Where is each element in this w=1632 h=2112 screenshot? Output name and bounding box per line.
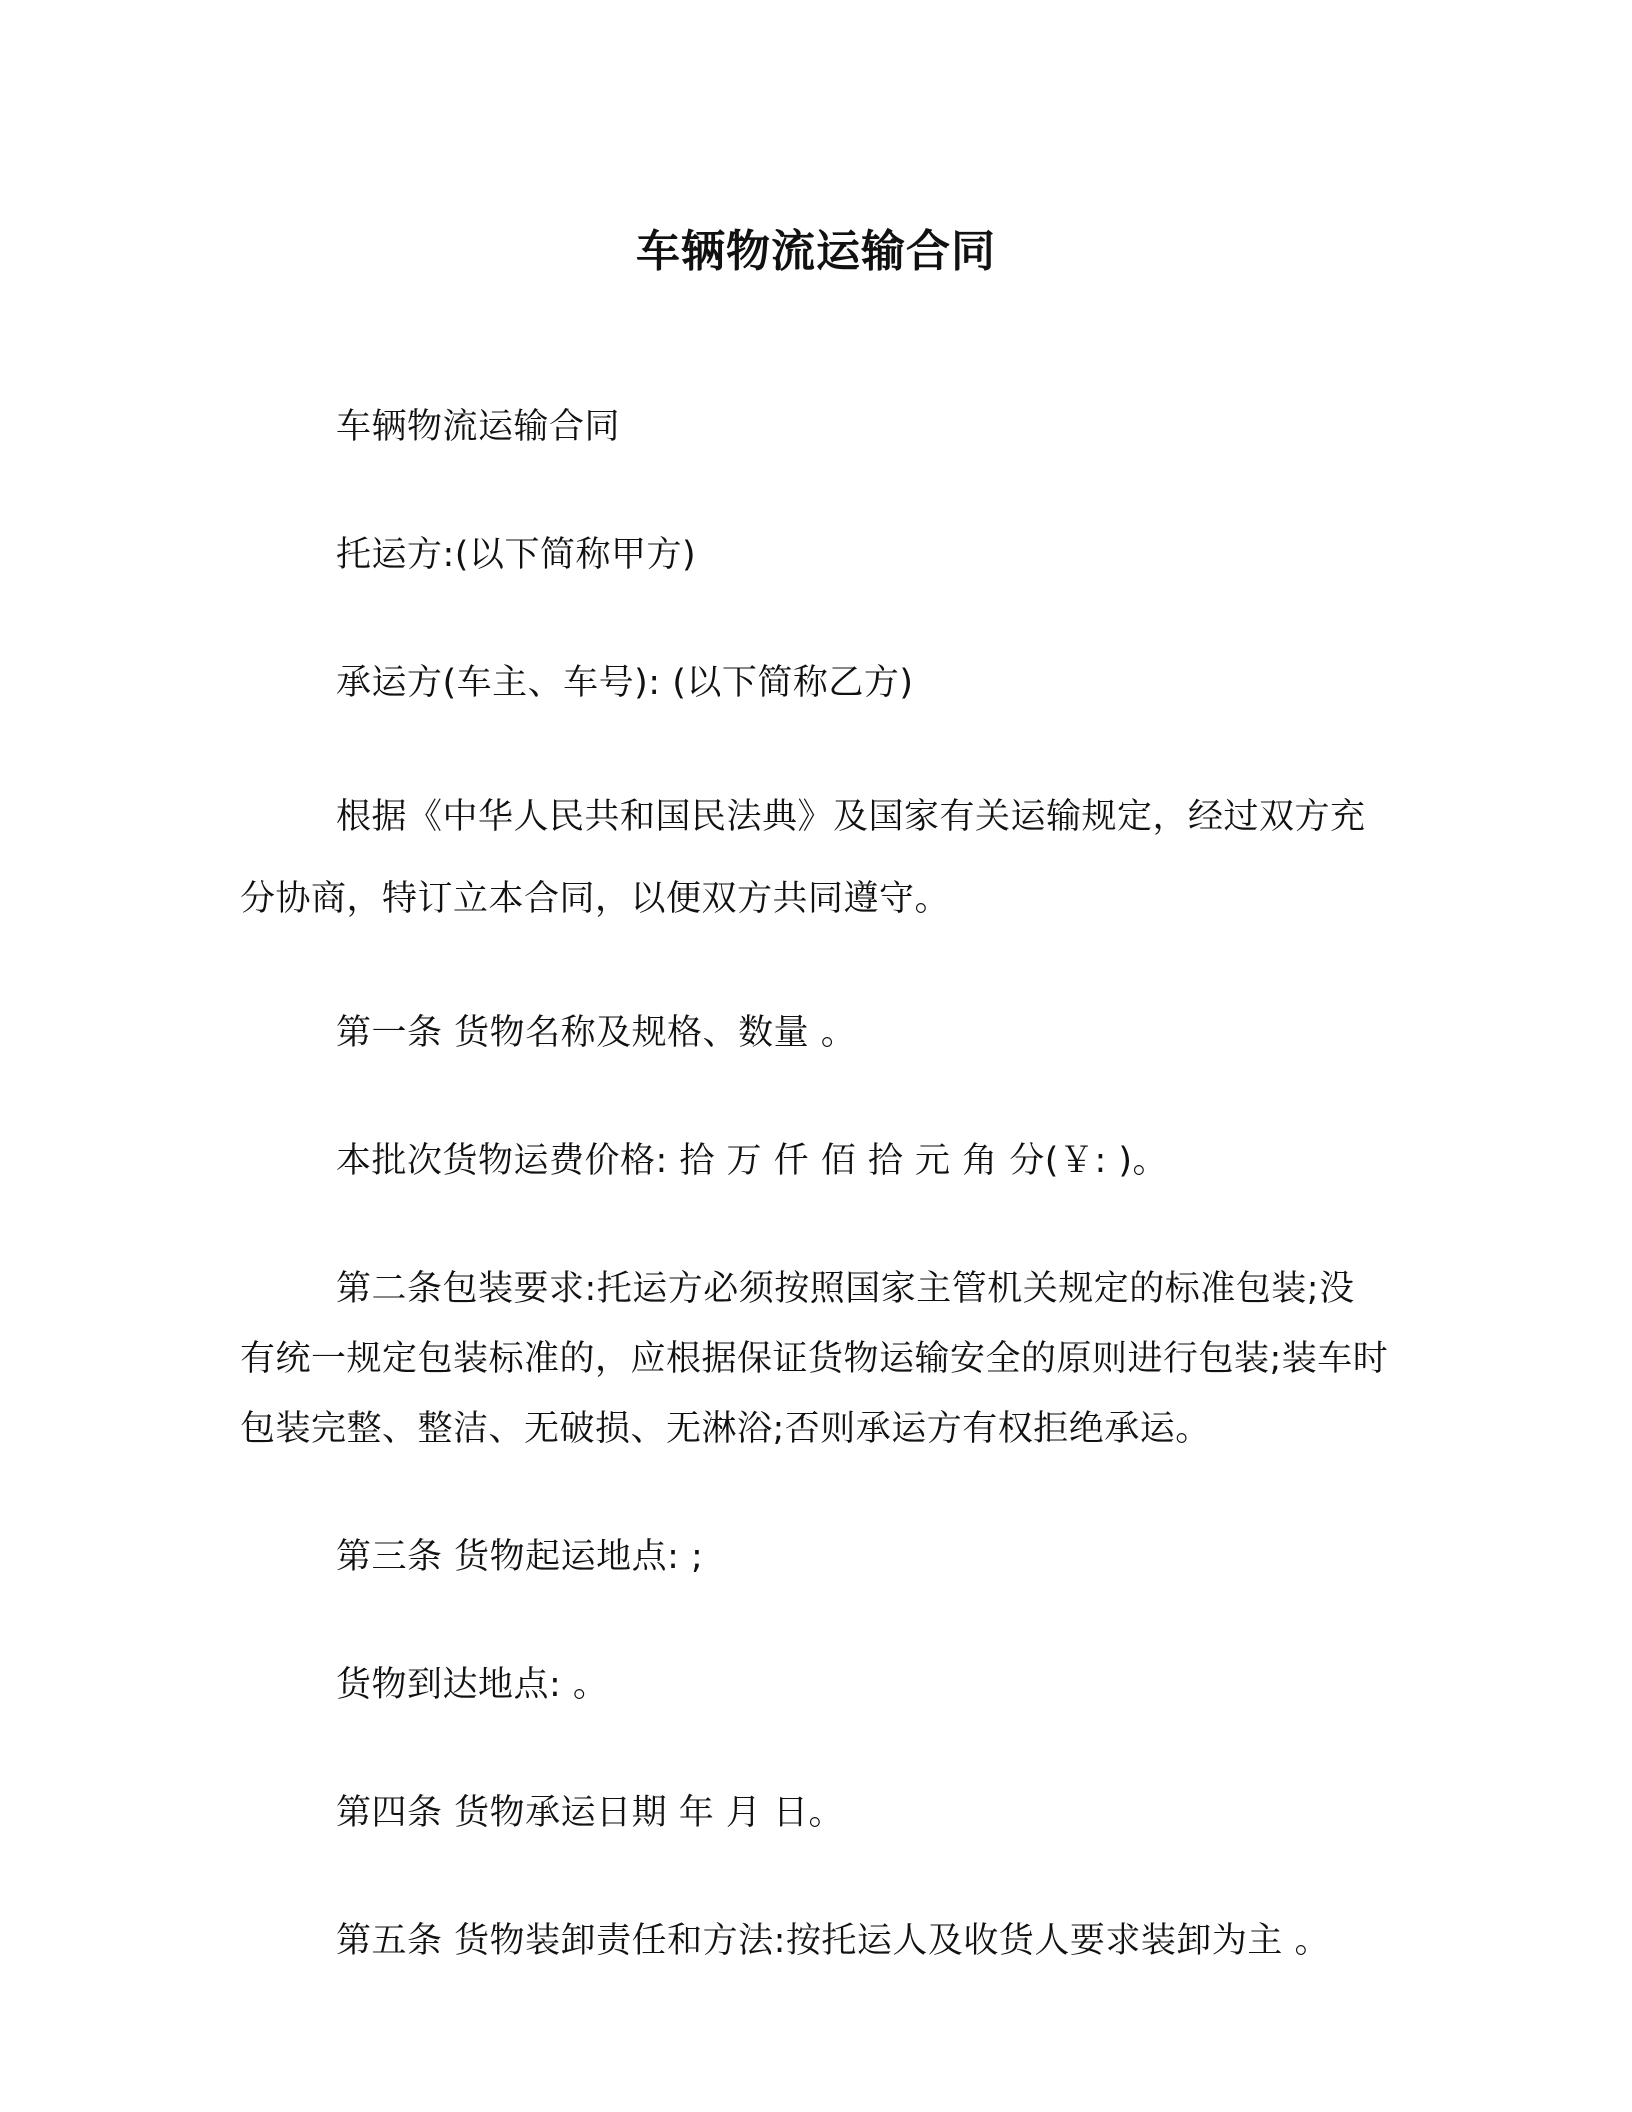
document-title: 车辆物流运输合同 (636, 226, 996, 277)
paragraph-article-2: 第二条包装要求:托运方必须按照国家主管机关规定的标准包装;没有统一规定包装标准的，应根据保证货物运输安全的原则进行包装;装车时包装完整、整洁、无破损、无淋浴;否则承运方有权拒绝承运。 (240, 1269, 1389, 1449)
paragraph-destination: 货物到达地点: 。 (336, 1665, 609, 1705)
paragraph-shipper: 托运方:(以下简称甲方) (336, 535, 697, 575)
paragraph-preamble: 根据《中华人民共和国民法典》及国家有关运输规定，经过双方充分协商，特订立本合同，以便双方共同遵守。 (240, 797, 1366, 919)
paragraph-freight-price: 本批次货物运费价格: 拾 万 仟 佰 拾 元 角 分(￥: )。 (336, 1141, 1169, 1181)
paragraph-article-4: 第四条 货物承运日期 年 月 日。 (336, 1793, 845, 1833)
paragraph-article-1: 第一条 货物名称及规格、数量 。 (336, 1013, 857, 1053)
paragraph-subtitle: 车辆物流运输合同 (336, 407, 621, 447)
paragraph-carrier: 承运方(车主、车号): (以下简称乙方) (336, 663, 914, 703)
document-body (240, 392, 1390, 2034)
paragraph-article-3: 第三条 货物起运地点: ; (336, 1537, 704, 1577)
paragraph-article-5: 第五条 货物装卸责任和方法:按托运人及收货人要求装卸为主 。 (336, 1921, 1331, 1961)
